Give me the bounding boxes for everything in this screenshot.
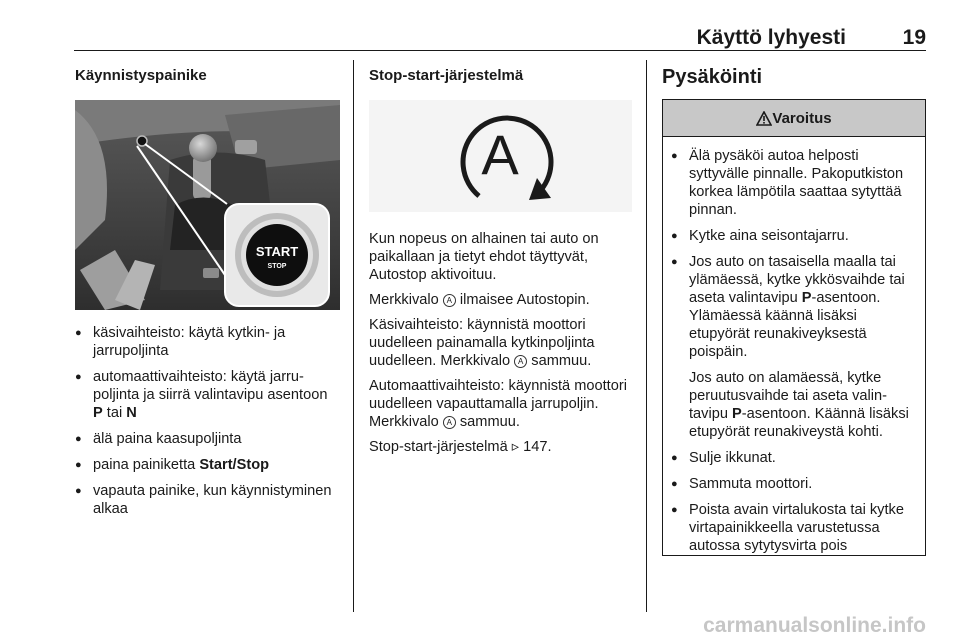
page-number: 19 xyxy=(902,26,926,49)
stop-button-label: STOP xyxy=(267,263,287,270)
page-title: Käyttö lyhyesti xyxy=(696,26,846,49)
list-item: ● paina painiketta Start/Stop xyxy=(75,456,340,474)
paragraph: Merkkivalo A ilmaisee Autostopin. xyxy=(369,292,590,308)
column-divider xyxy=(646,60,647,612)
column-parking xyxy=(662,60,926,556)
autostop-lamp-icon: A xyxy=(443,416,456,429)
warning-triangle-icon xyxy=(756,111,772,126)
section-heading: Käynnistyspainike xyxy=(75,67,207,84)
column-stop-start xyxy=(369,60,632,463)
list-item: ● älä paina kaasupoljinta xyxy=(75,430,340,448)
warning-header xyxy=(663,99,925,137)
warning-box xyxy=(662,99,926,556)
paragraph: Stop-start-järjestelmä ▹ 147. xyxy=(369,439,552,455)
list-item: ● Poista avain virtalukosta tai kytke virtapainikkeella varustetussa autossa sytytysvirta pois xyxy=(671,501,917,555)
list-item: ● automaattivaihteisto: käytä jarrupoljinta ja siirrä valintavipu asentoon P tai N xyxy=(75,368,340,422)
list-item: ● Jos auto on tasaisella maalla tai ylämäessä, kytke ykkösvaihde tai aseta valintavipu P-asentoon. Ylämäessä käännä lisäksi etupyörät reunakiveyksestä poispäin. Jos auto on alamäessä, kytke peruutusvaihde tai aseta valintavipu P-asentoon. Käännä lisäksi etupyörät reunakiveystä kohti. xyxy=(671,253,917,441)
paragraph: Automaattivaihteisto: käynnistä moottori uudelleen vapauttamalla jarrupoljin. Merkkivalo A sammuu. xyxy=(369,378,627,430)
watermark: carmanualsonline.info xyxy=(703,614,926,637)
list-item: ● käsivaihteisto: käytä kytkin- ja jarrupoljinta xyxy=(75,324,340,360)
list-item: ● Älä pysäköi autoa helposti syttyvälle pinnalle. Pakoputkiston korkea lämpötila saattaa sytyttää pinnan. xyxy=(671,147,917,219)
start-button-photo xyxy=(75,100,340,310)
autostop-symbol-letter: A xyxy=(481,123,519,186)
warning-title: Varoitus xyxy=(772,109,832,127)
start-button-label: START xyxy=(255,244,299,259)
column-divider xyxy=(353,60,354,612)
paragraph: Käsivaihteisto: käynnistä moottori uudelleen painamalla kytkinpoljinta uudelleen. Merkkivalo A sammuu. xyxy=(369,317,595,369)
page-ref-icon: ▹ xyxy=(511,439,520,455)
page-header xyxy=(74,14,926,51)
list-item: ● Sammuta moottori. xyxy=(671,475,917,493)
section-heading: Pysäköinti xyxy=(662,66,763,88)
start-bullet-list xyxy=(75,324,340,518)
section-heading: Stop-start-järjestelmä xyxy=(369,67,524,84)
autostop-lamp-icon: A xyxy=(514,355,527,368)
list-item: ● vapauta painike, kun käynnistyminen alkaa xyxy=(75,482,340,518)
list-item: ● Sulje ikkunat. xyxy=(671,449,917,467)
paragraph: Kun nopeus on alhainen tai auto on paikallaan ja tietyt ehdot täyttyvät, Autostop aktivoituu. xyxy=(369,231,599,283)
list-item: ● Kytke aina seisontajarru. xyxy=(671,227,917,245)
column-start-button xyxy=(75,60,340,526)
autostop-symbol xyxy=(369,100,632,212)
autostop-lamp-icon: A xyxy=(443,294,456,307)
